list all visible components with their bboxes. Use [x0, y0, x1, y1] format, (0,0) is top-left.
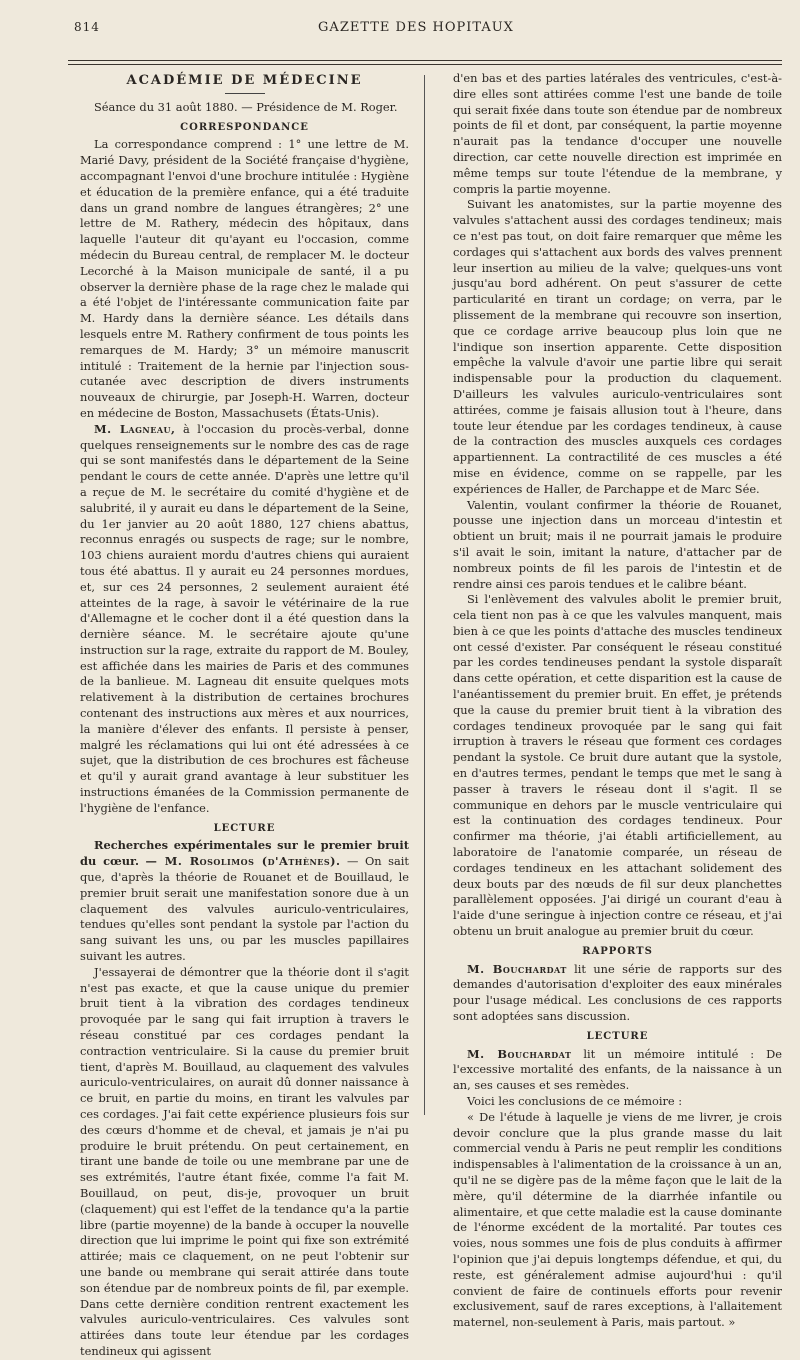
header-rule: [68, 60, 782, 61]
paragraph: La correspondance comprend : 1° une lettre de M. Marié Davy, président de la Société française d'hygiène, accompagnant l'envoi d'une brochure intitulée : Hygiène et éducation de la première enfance, qui a été traduite dans un grand nombre de langues étrangères; 2° une lettre de M. Rathery, médecin des hôpitaux, dans laquelle l'auteur dit qu'ayant eu l'occasion, comme médecin du Bureau central, de remplacer M. le docteur Lecorché à la Maison municipale de santé, il a pu observer la dernière phase de la rage chez le malade qui a été l'objet de l'intéressante communication faite par M. Hardy dans la dernière séance. Les détails dans lesquels entre M. Rathery confirment de tous points les remarques de M. Hardy; 3° un mémoire manuscrit intitulé : Traitement de la hernie par l'injection sous-cutanée avec description de divers instruments nouveaux de chirurgie, par Joseph-H. Warren, docteur en médecine de Boston, Massachusets (États-Unis).: [80, 137, 409, 420]
right-column: [453, 71, 782, 1360]
paragraph: Suivant les anatomistes, sur la partie moyenne des valvules s'attachent aussi des cordages tendineux; mais ce n'est pas tout, on doit faire remarquer que même les cordages qui s'attachent aux bords des valves prennent leur insertion au milieu de la valve; quelques-uns vont jusqu'au bord adhérent. On peut s'assurer de cette particularité en tirant un cordage; on verra, par le plissement de la membrane qui recouvre son insertion, que ce cordage arrive beaucoup plus loin que ne l'indique son insertion apparente. Cette disposition empêche la valvule d'avoir une partie libre qui serait indispensable pour la production du claquement. D'ailleurs les valvules auriculo-ventriculaires sont attirées, comme je faisais allusion tout à l'heure, dans toute leur étendue par les cordages tendineux, à cause de la contraction des muscles auxquels ces cordages appartiennent. La contractilité de ces muscles a été mise en évidence, comme on se rappelle, par les expériences de Haller, de Parchappe et de Marc Sée.: [453, 197, 782, 496]
title-rule: [225, 93, 265, 94]
session-line: Séance du 31 août 1880. — Présidence de M. Roger.: [94, 99, 398, 114]
section-head-lecture: LECTURE: [586, 1030, 649, 1042]
paragraph: Valentin, voulant confirmer la théorie de Rouanet, pousse une injection dans un morceau d'intestin et obtient un bruit; mais il ne pourrait jamais le produire s'il avait le soin, imitant la nature, d'attacher par de nombreux points de fil les parois de l'intestin et de rendre ainsi ces parois tendues et le calibre béant.: [453, 497, 782, 591]
paragraph: [453, 962, 782, 1025]
speaker-name: M. Lagneau,: [94, 421, 176, 436]
lecture-author: — M. Rosolimos (d'Athènes).: [145, 854, 341, 869]
speaker-name: M. Bouchardat: [467, 1046, 572, 1061]
paragraph: [80, 838, 409, 964]
paragraph-text: à l'occasion du procès-verbal, donne quelques renseignements sur le nombre des cas de rage qui se sont manifestés dans le département de la Seine pendant le cours de cette année. D'après une lettre qu'il a reçue de M. le secrétaire du comité d'hygiène et de salubrité, il y aurait eu dans le département de la Seine, du 1er janvier au 20 août 1880, 127 chiens abattus, reconnus enragés ou suspects de rage; sur le nombre, 103 chiens auraient mordu d'autres chiens qui auraient tous été abattus. Il y aurait eu 24 personnes mordues, et, sur ces 24 personnes, 2 seulement auraient été atteintes de la rage, à savoir le vétérinaire de la rue d'Allemagne et le cocher dont il a été question dans la dernière séance. M. le secrétaire ajoute qu'une instruction sur la rage, extraite du rapport de M. Bouley, est affichée dans les mairies de Paris et des communes de la banlieue. M. Lagneau dit ensuite quelques mots relativement à la distribution de certaines brochures contenant des instructions aux mères et aux nourrices, la manière d'élever des enfants. Il persiste à penser, malgré les réclamations qui lui ont été adressées à ce sujet, que la distribution de ces brochures est fâcheuse et qu'il y aurait grand avantage à leur substituer les instructions émanées de la Commission permanente de l'hygiène de l'enfance.: [80, 421, 409, 815]
paragraph: Si l'enlèvement des valvules abolit le premier bruit, cela tient non pas à ce que les valvules manquent, mais bien à ce que les points d'attache des muscles tendineux ont cessé d'exister. Par conséquent le réseau constitué par les cordes tendineuses pendant la systole disparaît dans cette opération, et cette disparition est la cause de l'anéantissement du premier bruit. En effet, je prétends que la cause du premier bruit tient à la vibration des cordages tendineux provoquée par le sang qui fait irruption à travers le réseau que forment ces cordages pendant la systole. Ce bruit dure autant que la systole, en d'autres termes, pendant le temps que met le sang à passer à travers le réseau dont il s'agit. Il se communique en dehors par le muscle ventriculaire qui est la continuation des cordages tendineux. Pour confirmer ma théorie, j'ai établi artificiellement, au laboratoire de l'anatomie comparée, un réseau de cordages tendineux en les attachant solidement des deux bouts par des nœuds de fil sur deux planchettes parallèlement opposées. J'ai dirigé un courant d'eau à l'aide d'une seringue à injection contre ce réseau, et j'ai obtenu un bruit analogue au premier bruit du cœur.: [453, 592, 782, 939]
page-number: 814: [74, 20, 100, 34]
section-head-rapports: RAPPORTS: [582, 945, 653, 957]
paragraph-text: lit une série de rapports sur des demandes d'autorisation d'exploiter des eaux minérales pour l'usage médical. Les conclusions de ces rapports sont adoptées sans discussion.: [453, 961, 782, 1024]
header-rule-thin: [68, 64, 782, 65]
paragraph: [80, 422, 409, 817]
section-head-correspondance: CORRESPONDANCE: [180, 121, 309, 133]
paragraph: d'en bas et des parties latérales des ventricules, c'est-à-dire elles sont attirées comme l'est une bande de toile qui serait fixée dans toute son étendue par de nombreux points de fil et dont, par conséquent, la partie moyenne n'aurait pas la tendance d'occuper une nouvelle direction, car cette nouvelle direction est imprimée en même temps sur toute l'étendue de la membrane, y compris la partie moyenne.: [453, 71, 782, 196]
journal-title: GAZETTE DES HOPITAUX: [318, 20, 514, 35]
paragraph-text: — On sait que, d'après la théorie de Rouanet et de Bouillaud, le premier bruit serait une manifestation sonore due à un claquement des valvules auriculo-ventriculaires, tendues qu'elles sont pendant la systole par l'action du sang suivant les uns, ou par les muscles papillaires suivant les autres.: [80, 854, 410, 964]
lecture-title: Recherches expérimentales sur le premier bruit du cœur.: [80, 838, 409, 869]
left-column: [80, 71, 409, 1360]
running-head: [50, 14, 782, 36]
academy-title: ACADÉMIE DE MÉDECINE: [126, 73, 363, 88]
paragraph: [453, 1047, 782, 1094]
speaker-name: M. Bouchardat: [467, 961, 567, 976]
paragraph: J'essayerai de démontrer que la théorie dont il s'agit n'est pas exacte, et que la cause unique du premier bruit tient à la vibration des cordages tendineux provoquée par le sang qui fait irruption à travers le réseau constitué par ces cordages pendant la contraction ventriculaire. Si la cause du premier bruit tient, d'après M. Bouillaud, au claquement des valvules auriculo-ventriculaires, on aurait dû donner naissance à ce bruit, en partie du moins, en tirant les valvules par ces cordages. J'ai fait cette expérience plusieurs fois sur des cœurs d'homme et de cheval, et jamais je n'ai pu produire le bruit prétendu. On peut certainement, en tirant une bande de toile ou une membrane par une de ses extrémités, l'autre étant fixée, comme l'a fait M. Bouillaud, on peut, dis-je, provoquer un bruit (claquement) qui est l'effet de la tendance qu'a la partie libre (partie moyenne) de la bande à occuper la nouvelle direction que lui imprime le point qui fixe son extrémité attirée; mais ce claquement, on ne peut l'obtenir sur une bande ou membrane qui serait attirée dans toute son étendue par de nombreux points de fil, par exemple. Dans cette dernière condition rentrent exactement les valvules auriculo-ventriculaires. Ces valvules sont attirées dans toute leur étendue par les cordages tendineux qui agissent: [80, 964, 409, 1358]
paragraph-text: lit un mémoire intitulé : De l'excessive mortalité des enfants, de la naissance à un an, ses causes et ses remèdes.: [453, 1046, 782, 1093]
paragraph: « De l'étude à laquelle je viens de me livrer, je crois devoir conclure que la plus grande masse du lait commercial vendu à Paris ne peut remplir les conditions indispensables à l'alimentation de la croissance à un an, qu'il ne se digère pas de la même façon que le lait de la mère, qu'il détermine de la diarrhée infantile ou alimentaire, et que cette maladie est la cause dominante de l'énorme excédent de la mortalité. Par toutes ces voies, nous sommes une fois de plus conduits à affirmer l'opinion que j'ai depuis longtemps défendue, et qui, du reste, est généralement admise aujourd'hui : qu'il convient de faire de continuels efforts pour revenir exclusivement, sauf de rares exceptions, à l'allaitement maternel, non-seulement à Paris, mais partout. »: [453, 1109, 782, 1330]
column-divider: [424, 75, 425, 1115]
columns: [68, 71, 782, 1360]
paragraph: Voici les conclusions de ce mémoire :: [467, 1094, 683, 1108]
section-head-lecture: LECTURE: [213, 822, 276, 834]
